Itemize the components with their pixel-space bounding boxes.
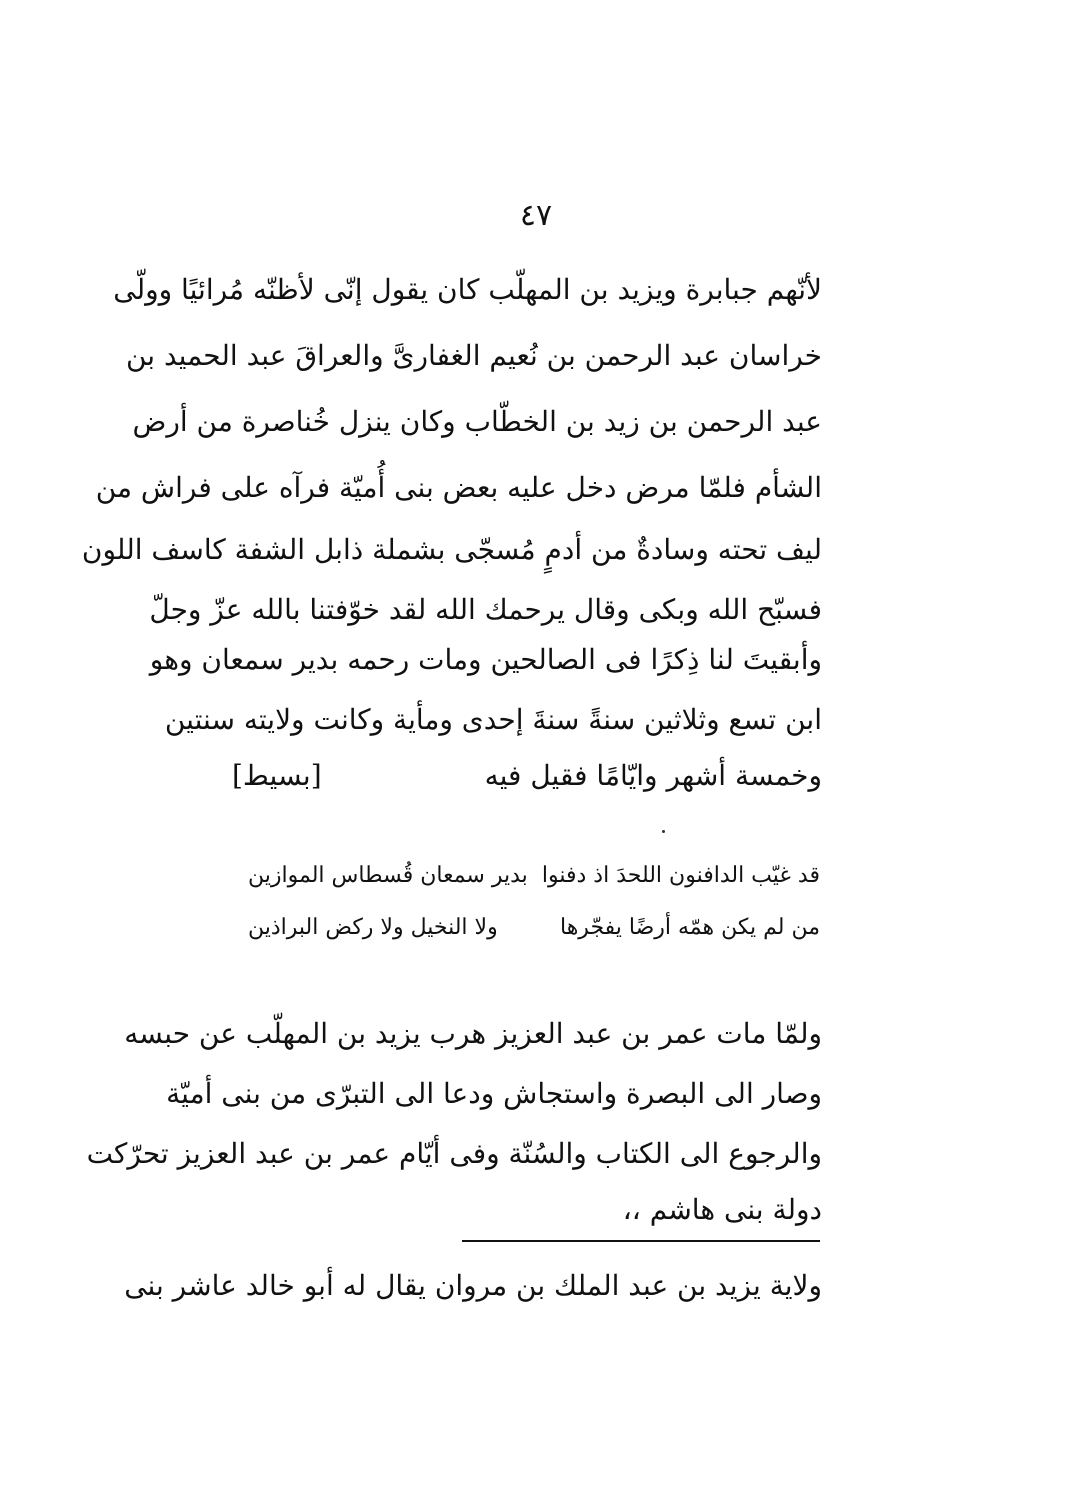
meter-label: [بسيط] <box>232 759 322 792</box>
text-line: فسبّح الله وبكى وقال يرحمك الله لقد خوّفتنا بالله عزّ وجلّ <box>149 593 822 626</box>
paragraph-last-line <box>232 746 822 806</box>
verse-row <box>248 854 820 898</box>
verse-first-hemistich: من لم يكن همّه أرضًا يفجّرها <box>560 915 820 940</box>
verse-first-hemistich: قد غيّب الدافنون اللحدَ اذ دفنوا <box>541 863 820 888</box>
text-line: الشأم فلمّا مرض دخل عليه بعض بنى أُميّة فرآه على فراش من <box>95 471 822 504</box>
page-number: ٤٧ <box>519 198 553 233</box>
verse-row <box>248 906 820 950</box>
text-line: وأبقيتَ لنا ذِكرًا فى الصالحين ومات رحمه بدير سمعان وهو <box>149 643 822 676</box>
text-line: عبد الرحمن بن زيد بن الخطّاب وكان ينزل خُناصرة من أرض <box>132 405 822 438</box>
text-line: خراسان عبد الرحمن بن نُعيم الغفارىَّ والعراقَ عبد الحميد بن <box>125 339 822 372</box>
text-line: ولمّا مات عمر بن عبد العزيز هرب يزيد بن المهلّب عن حبسه <box>124 1017 822 1050</box>
divider-dot <box>662 830 665 833</box>
section-heading-line: ولاية يزيد بن عبد الملك بن مروان يقال له أبو خالد عاشر بنى <box>124 1269 822 1302</box>
text-line: وخمسة أشهر وايّامًا فقيل فيه <box>484 759 822 792</box>
text-line: ليف تحته وسادةٌ من أدمٍ مُسجّى بشملة ذابل الشفة كاسف اللون <box>81 533 822 566</box>
text-line: والرجوع الى الكتاب والسُنّة وفى أيّام عمر بن عبد العزيز تحرّكت <box>86 1137 822 1170</box>
text-line: لأنّهم جبابرة ويزيد بن المهلّب كان يقول إنّى لأظنّه مُرائيًا وولّى <box>113 273 822 306</box>
text-line: دولة بنى هاشم ،، <box>622 1193 822 1226</box>
verse-second-hemistich: بدير سمعان قُسطاس الموازين <box>248 863 528 888</box>
text-line: وصار الى البصرة واستجاش ودعا الى التبرّى من بنى أميّة <box>166 1077 822 1110</box>
text-line: ابن تسع وثلاثين سنةً سنةَ إحدى ومأية وكانت ولايته سنتين <box>164 703 822 736</box>
section-rule <box>462 1240 820 1242</box>
verse-second-hemistich: ولا النخيل ولا ركض البراذين <box>248 915 498 940</box>
